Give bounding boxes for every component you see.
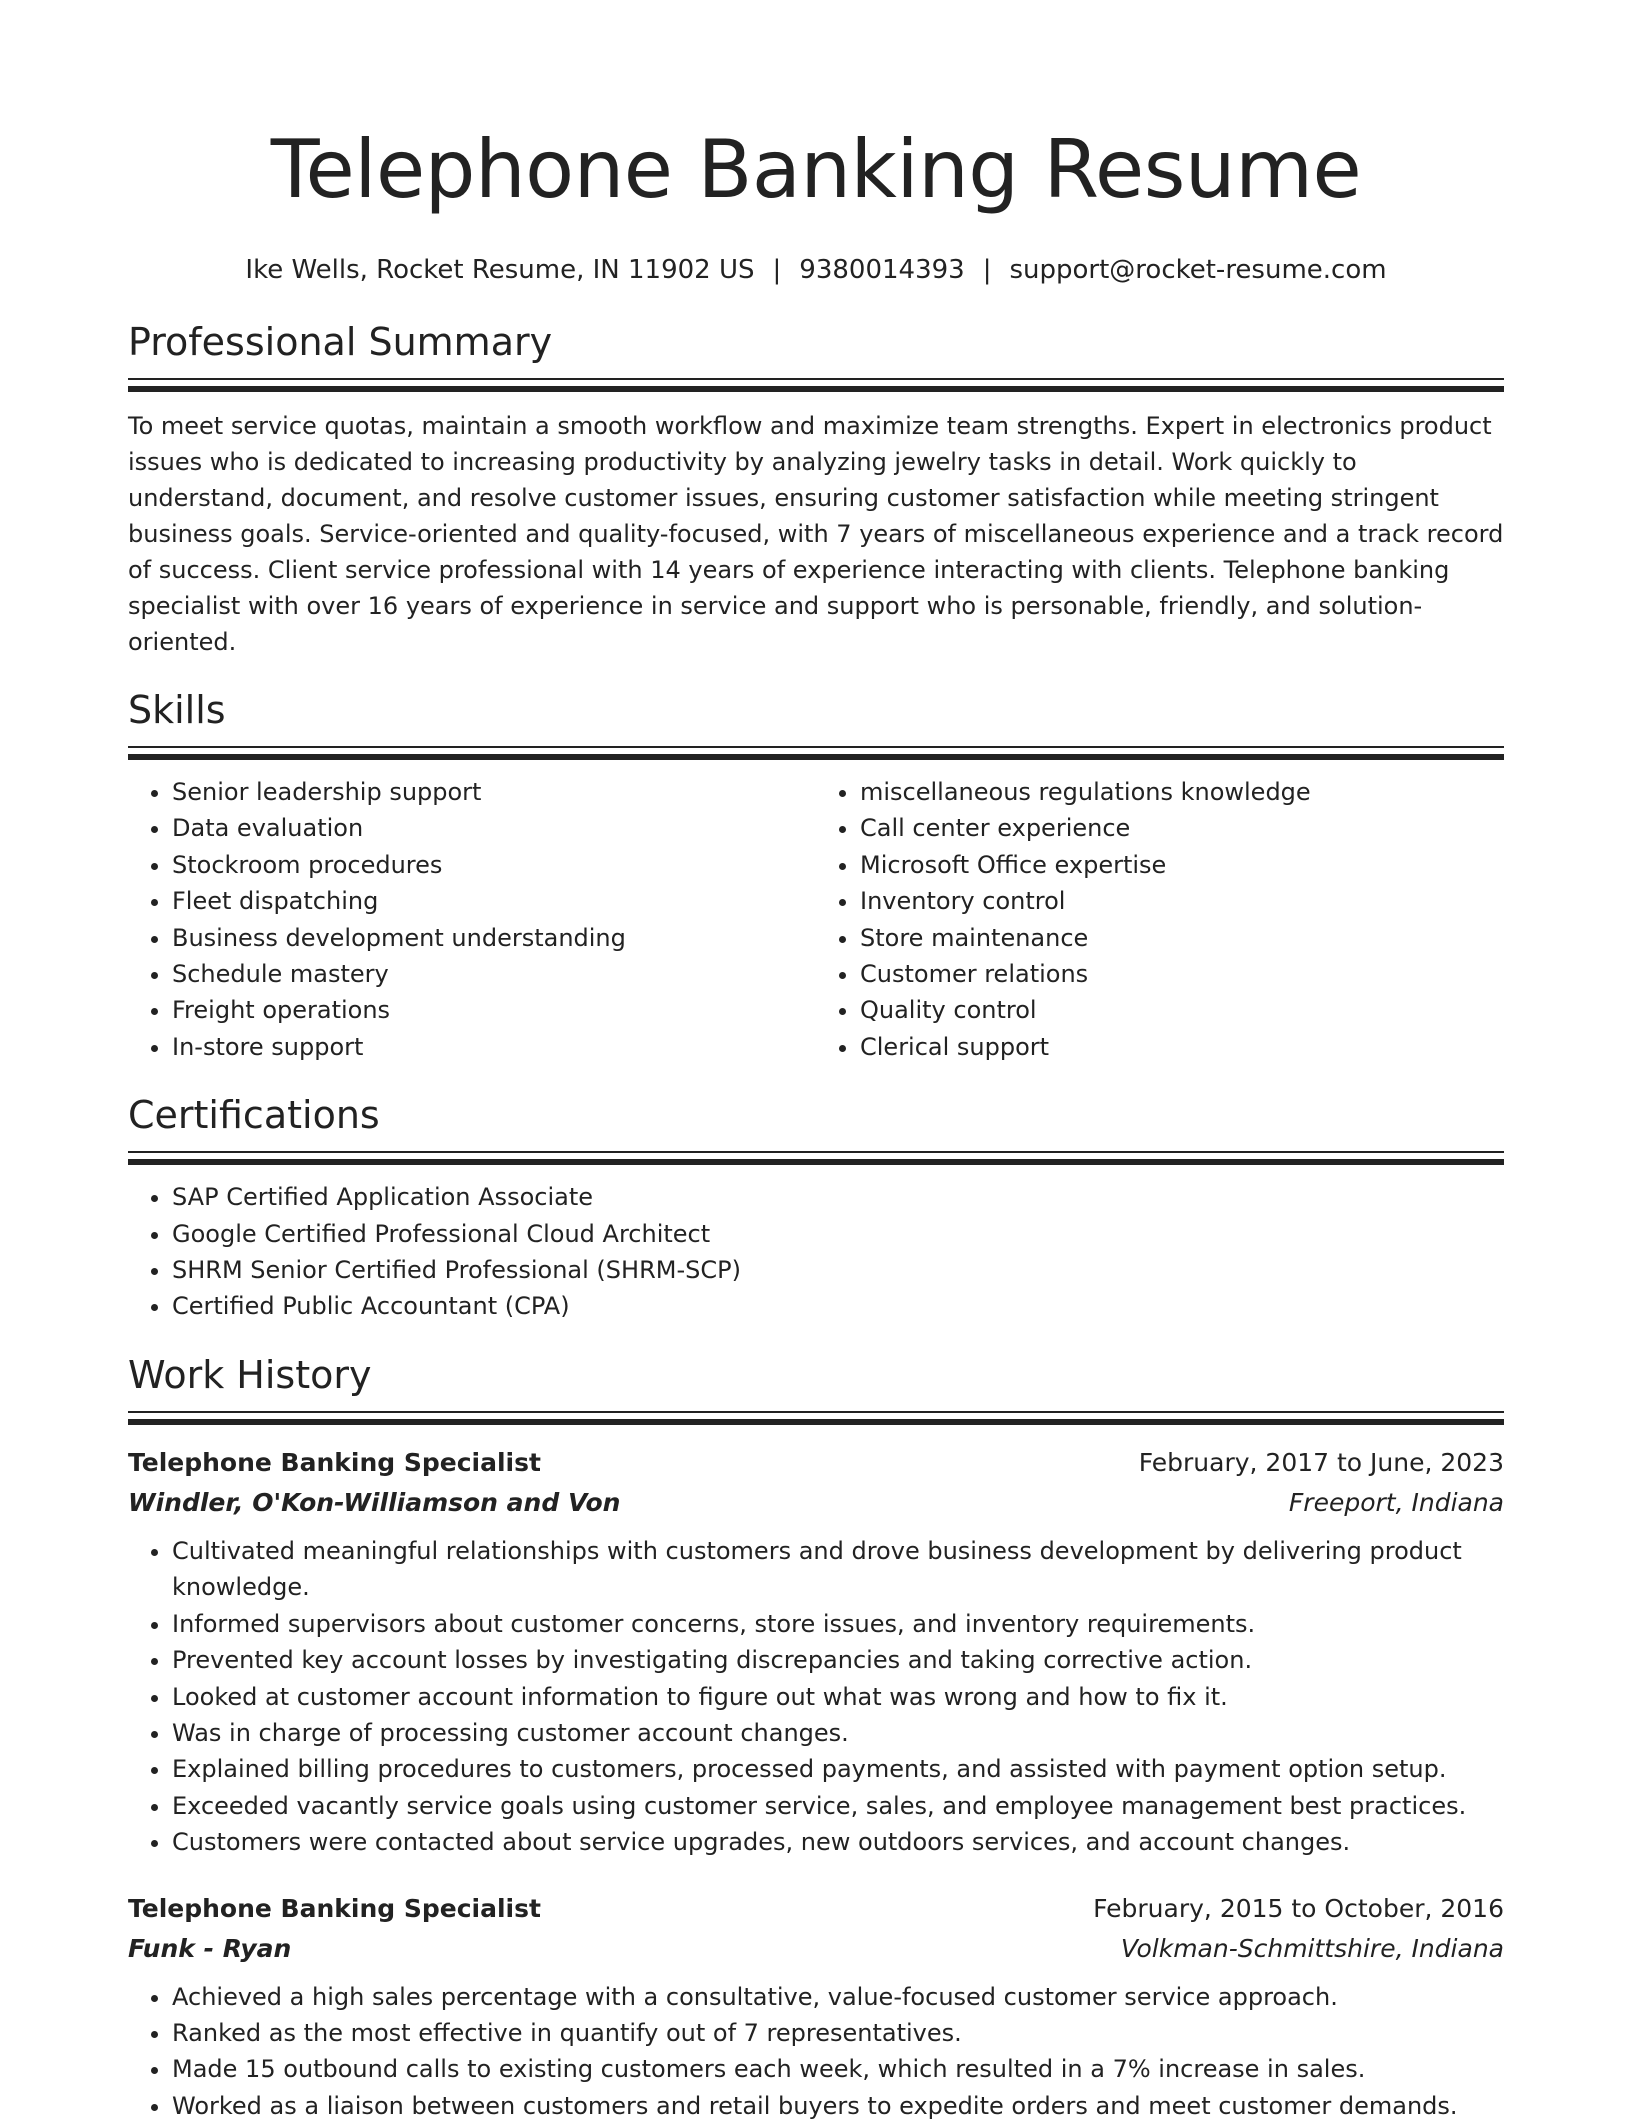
work-history-heading: Work History bbox=[128, 1352, 372, 1397]
contact-separator: | bbox=[772, 255, 782, 285]
section-divider bbox=[128, 746, 1504, 760]
job-bullet: • Was in charge of processing customer account changes. bbox=[172, 1715, 1504, 1751]
skills-section bbox=[128, 686, 1504, 1065]
skill-item: • Stockroom procedures bbox=[172, 847, 816, 883]
contact-phone: 9380014393 bbox=[799, 255, 965, 285]
job-entry bbox=[128, 1443, 1504, 1861]
job-title: Telephone Banking Specialist bbox=[128, 1447, 541, 1477]
job-bullet: • Cultivated meaningful relationships with customers and drove business development by delivering product knowledge. bbox=[172, 1533, 1504, 1606]
job-bullet: • Informed supervisors about customer concerns, store issues, and inventory requirements. bbox=[172, 1606, 1504, 1642]
job-subheader bbox=[128, 1929, 1504, 1969]
skill-item: • Business development understanding bbox=[172, 920, 816, 956]
section-divider bbox=[128, 1411, 1504, 1425]
certification-item: • Google Certified Professional Cloud Architect bbox=[172, 1216, 1504, 1252]
skill-item: • Microsoft Office expertise bbox=[860, 847, 1504, 883]
skills-heading: Skills bbox=[128, 688, 226, 732]
skill-item: • miscellaneous regulations knowledge bbox=[860, 774, 1504, 810]
skill-item: • Quality control bbox=[860, 992, 1504, 1028]
job-bullet: • Looked at customer account information to figure out what was wrong and how to fix it. bbox=[172, 1679, 1504, 1715]
certification-item: • SAP Certified Application Associate bbox=[172, 1179, 1504, 1215]
skills-list-right bbox=[816, 774, 1504, 1065]
job-header bbox=[128, 1443, 1504, 1483]
certifications-section bbox=[128, 1091, 1504, 1325]
skill-item: • Schedule mastery bbox=[172, 956, 816, 992]
job-bullet: • Explained billing procedures to customers, processed payments, and assisted with payment option setup. bbox=[172, 1751, 1504, 1787]
skill-item: • Store maintenance bbox=[860, 920, 1504, 956]
summary-heading: Professional Summary bbox=[128, 320, 553, 364]
job-location: Freeport, Indiana bbox=[1288, 1487, 1504, 1517]
certifications-list bbox=[128, 1179, 1504, 1325]
job-bullet: • Made 15 outbound calls to existing customers each week, which resulted in a 7% increase in sales. bbox=[172, 2051, 1504, 2087]
job-bullet: • Prevented key account losses by investigating discrepancies and taking corrective action. bbox=[172, 1642, 1504, 1678]
contact-line bbox=[128, 252, 1504, 288]
job-company: Funk - Ryan bbox=[128, 1933, 292, 1963]
section-divider bbox=[128, 1151, 1504, 1165]
job-bullets bbox=[128, 1979, 1504, 2124]
job-bullet: • Ranked as the most effective in quantify out of 7 representatives. bbox=[172, 2015, 1504, 2051]
skills-grid bbox=[128, 774, 1504, 1065]
job-header bbox=[128, 1889, 1504, 1929]
skill-item: • Customer relations bbox=[860, 956, 1504, 992]
skill-item: • Senior leadership support bbox=[172, 774, 816, 810]
certification-item: • Certified Public Accountant (CPA) bbox=[172, 1288, 1504, 1324]
contact-separator: | bbox=[982, 255, 992, 285]
job-bullets bbox=[128, 1533, 1504, 1861]
certifications-heading: Certifications bbox=[128, 1093, 380, 1138]
contact-address: Ike Wells, Rocket Resume, IN 11902 US bbox=[245, 255, 755, 285]
section-divider bbox=[128, 378, 1504, 392]
job-bullet: • Achieved a high sales percentage with a consultative, value-focused customer service approach. bbox=[172, 1979, 1504, 2015]
skill-item: • In-store support bbox=[172, 1029, 816, 1065]
job-bullet: • Exceeded vacantly service goals using customer service, sales, and employee management best practices. bbox=[172, 1788, 1504, 1824]
skill-item: • Freight operations bbox=[172, 992, 816, 1028]
job-location: Volkman-Schmittshire, Indiana bbox=[1120, 1933, 1504, 1963]
resume-title: Telephone Banking Resume bbox=[270, 123, 1362, 216]
contact-email: support@rocket-resume.com bbox=[1009, 255, 1387, 285]
summary-text: To meet service quotas, maintain a smooth workflow and maximize team strengths. Expert in electronics product issues who is dedicated to increasing productivity by analyzing jewelry tasks in detail. Work quickly to understand, document, and resolve customer issues, ensuring customer satisfaction while meeting stringent business goals. Service-oriented and quality-focused, with 7 years of miscellaneous experience and a track record of success. Client service professional with 14 years of experience interacting with clients. Telephone banking specialist with over 16 years of experience in service and support who is personable, friendly, and solution-oriented. bbox=[128, 412, 1504, 656]
certification-item: • SHRM Senior Certified Professional (SHRM-SCP) bbox=[172, 1252, 1504, 1288]
skill-item: • Call center experience bbox=[860, 810, 1504, 846]
job-title: Telephone Banking Specialist bbox=[128, 1893, 541, 1923]
job-entry bbox=[128, 1889, 1504, 2124]
job-subheader bbox=[128, 1483, 1504, 1523]
skill-item: • Fleet dispatching bbox=[172, 883, 816, 919]
job-dates: February, 2017 to June, 2023 bbox=[1138, 1447, 1504, 1477]
job-company: Windler, O'Kon-Williamson and Von bbox=[128, 1487, 621, 1517]
job-bullet: • Customers were contacted about service upgrades, new outdoors services, and account changes. bbox=[172, 1824, 1504, 1860]
skills-list-left bbox=[128, 774, 816, 1065]
skill-item: • Clerical support bbox=[860, 1029, 1504, 1065]
job-dates: February, 2015 to October, 2016 bbox=[1093, 1893, 1504, 1923]
skill-item: • Inventory control bbox=[860, 883, 1504, 919]
summary-section bbox=[128, 318, 1504, 660]
work-history-section bbox=[128, 1351, 1504, 2124]
job-bullet: • Worked as a liaison between customers and retail buyers to expedite orders and meet customer demands. bbox=[172, 2088, 1504, 2124]
skill-item: • Data evaluation bbox=[172, 810, 816, 846]
